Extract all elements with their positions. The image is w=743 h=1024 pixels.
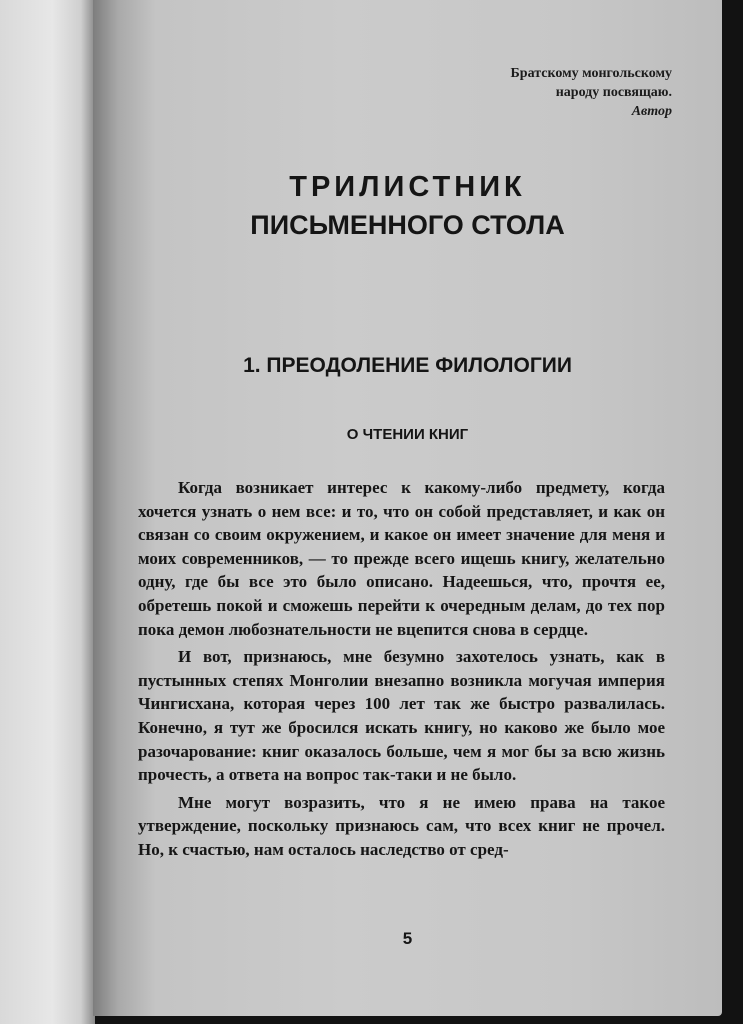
book-title xyxy=(93,168,722,244)
book-page xyxy=(93,0,722,1016)
chapter-heading: 1. ПРЕОДОЛЕНИЕ ФИЛОЛОГИИ xyxy=(243,354,572,377)
paragraph: Когда возникает интерес к какому-либо предмету, когда хочется узнать о нем все: и то, что он собой представляет, и как он связан со своим окружением, и какое он имеет значение для меня и моих современников, — то прежде всего ищешь книгу, желательно одну, где бы все это было описано. Надеешься, что, прочтя ее, обретешь покой и сможешь перейти к очередным делам, до тех пор пока демон любознательности не вцепится снова в сердце. xyxy=(138,478,665,639)
book-title-line-2: ПИСЬМЕННОГО СТОЛА xyxy=(250,210,565,240)
book-title-line-1: ТРИЛИСТНИК xyxy=(289,171,526,203)
dedication-line-1: Братскому монгольскому xyxy=(510,66,672,81)
paragraph: И вот, признаюсь, мне безумно захотелось узнать, как в пустынных степях Монголии внезапно возникла могучая империя Чингисхана, которая через 100 лет так же быстро развалилась. Конечно, я тут же бросился искать книгу, но каково же было мое разочарование: книг оказалось больше, чем я мог бы за всю жизнь прочесть, а ответа на вопрос так-таки и не было. xyxy=(138,647,665,785)
dedication-line-2: народу посвящаю. xyxy=(555,85,672,100)
left-page-edge xyxy=(0,0,95,1024)
dedication-author: Автор xyxy=(631,104,672,119)
body-text xyxy=(138,476,665,866)
page-number: 5 xyxy=(402,929,413,948)
section-heading: О ЧТЕНИИ КНИГ xyxy=(346,426,469,443)
paragraph: Мне могут возразить, что я не имею права на такое утверждение, поскольку признаюсь сам, что всех книг не прочел. Но, к счастью, нам осталось наследство от сред- xyxy=(138,792,665,859)
dedication xyxy=(511,64,672,121)
